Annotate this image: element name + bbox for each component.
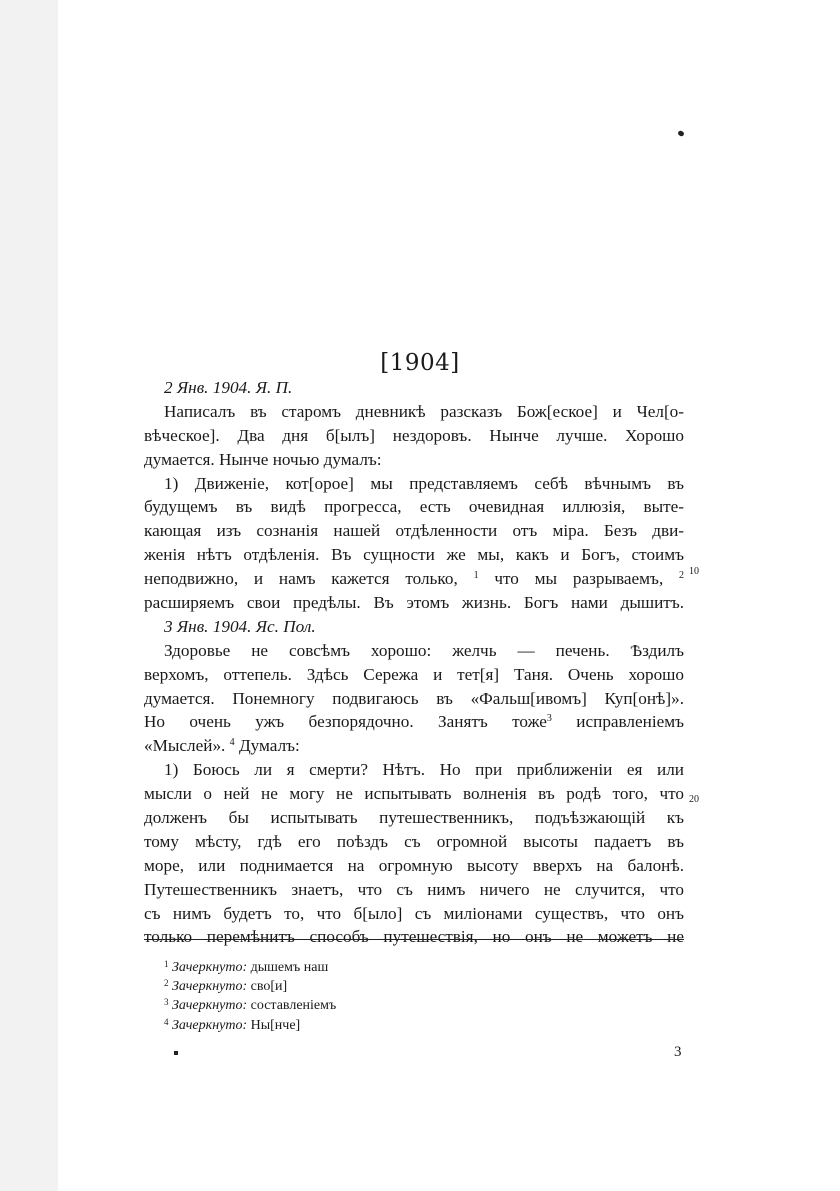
text-line: женія нѣтъ отдѣленія. Въ сущности же мы, какъ и Богъ, стоимъ	[144, 545, 684, 565]
footnotes	[164, 958, 664, 1035]
text-line: долженъ бы испытывать путешественникъ, подъѣзжающій къ	[144, 808, 684, 828]
footnote-text: сво[и]	[250, 979, 288, 995]
footnote-number: 4	[164, 1016, 169, 1027]
text-line: думается. Нынче ночью думалъ:	[144, 449, 382, 469]
text-line	[144, 710, 684, 734]
footnote-number: 1	[164, 959, 169, 969]
printer-mark	[174, 1051, 178, 1055]
text-line: Здоровье не совсѣмъ хорошо: желчь — печень. Ѣздилъ	[164, 640, 684, 660]
footnote-label: Зачеркнуто:	[172, 979, 248, 995]
footnote-text: Ны[нче]	[250, 1017, 301, 1033]
entry-date: 3 Янв. 1904. Яс. Пол.	[164, 616, 316, 636]
footnote-label: Зачеркнуто:	[172, 998, 248, 1014]
text-line	[144, 734, 684, 758]
footnote-text: составленіемъ	[250, 998, 337, 1014]
text-segment: Думалъ:	[238, 736, 300, 756]
margin-line-number: 20	[689, 794, 699, 805]
footnote	[164, 1016, 664, 1035]
text-line	[144, 567, 684, 591]
text-line: только перемѣнитъ способъ путешествія, но онъ не можетъ не	[144, 927, 684, 947]
text-line: Путешественникъ знаетъ, что съ нимъ ничего не случится, что	[144, 879, 684, 899]
text-line: расширяемъ свои предѣлы. Въ этомъ жизнь. Богъ нами дышитъ.	[144, 593, 684, 613]
text-line: 1) Боюсь ли я смерти? Нѣтъ. Но при приближеніи ея или	[164, 760, 684, 780]
text-line: Написалъ въ старомъ дневникѣ разсказъ Бож[еское] и Чел[о-	[164, 401, 684, 421]
text-segment: исправленіемъ	[576, 712, 684, 732]
text-line: съ нимъ будетъ то, что б[ыло] съ миліонами существъ, что онъ	[144, 903, 684, 923]
text-line: мысли о ней не могу не испытывать волненія въ родѣ того, что	[144, 784, 684, 804]
footnote-ref: 1	[473, 570, 479, 582]
text-line: кающая изъ сознанія нашей отдѣленности отъ міра. Безъ дви-	[144, 521, 684, 541]
text-segment: Но очень ужъ безпорядочно. Занятъ тоже	[144, 712, 547, 732]
footnote-divider	[144, 939, 684, 940]
footnote-text: дышемъ наш	[250, 960, 329, 975]
text-line: тому мѣсту, гдѣ его поѣздъ съ огромной высоты падаетъ въ	[144, 831, 684, 851]
footnote	[164, 958, 664, 977]
text-line: вѣческое]. Два дня б[ылъ] нездоровъ. Нынче лучше. Хорошо	[144, 425, 684, 445]
footnote-ref: 2	[679, 570, 684, 582]
footnote-ref: 4	[229, 737, 235, 749]
text-segment: неподвижно, и намъ кажется только,	[144, 569, 458, 589]
footnote-ref: 3	[546, 713, 552, 725]
footnote-label: Зачеркнуто:	[172, 960, 248, 975]
text-line: 1) Движеніе, кот[орое] мы представляемъ себѣ вѣчнымъ въ	[164, 473, 684, 493]
footnote-label: Зачеркнуто:	[172, 1017, 248, 1033]
text-line: верхомъ, оттепель. Здѣсь Сережа и тет[я] Таня. Очень хорошо	[144, 664, 684, 684]
text-segment: что мы разрываемъ,	[494, 569, 664, 589]
text-line: думается. Понемногу подвигаюсь въ «Фальш[ивомъ] Куп[онѣ]».	[144, 688, 684, 708]
margin-line-number: 10	[689, 566, 699, 577]
section-year-heading: [1904]	[380, 350, 460, 376]
text-line: море, или поднимается на огромную высоту вверхъ на балонѣ.	[144, 855, 684, 875]
footnote-number: 2	[164, 978, 169, 989]
diary-text	[144, 376, 684, 949]
footnote	[164, 996, 664, 1015]
text-line: будущемъ въ видѣ прогресса, есть очевидная иллюзія, выте-	[144, 497, 684, 517]
page-number: 3	[674, 1044, 682, 1060]
text-segment: «Мыслей».	[144, 736, 226, 756]
footnote	[164, 977, 664, 996]
entry-date: 2 Янв. 1904. Я. П.	[164, 378, 293, 397]
footnote-number: 3	[164, 997, 169, 1008]
